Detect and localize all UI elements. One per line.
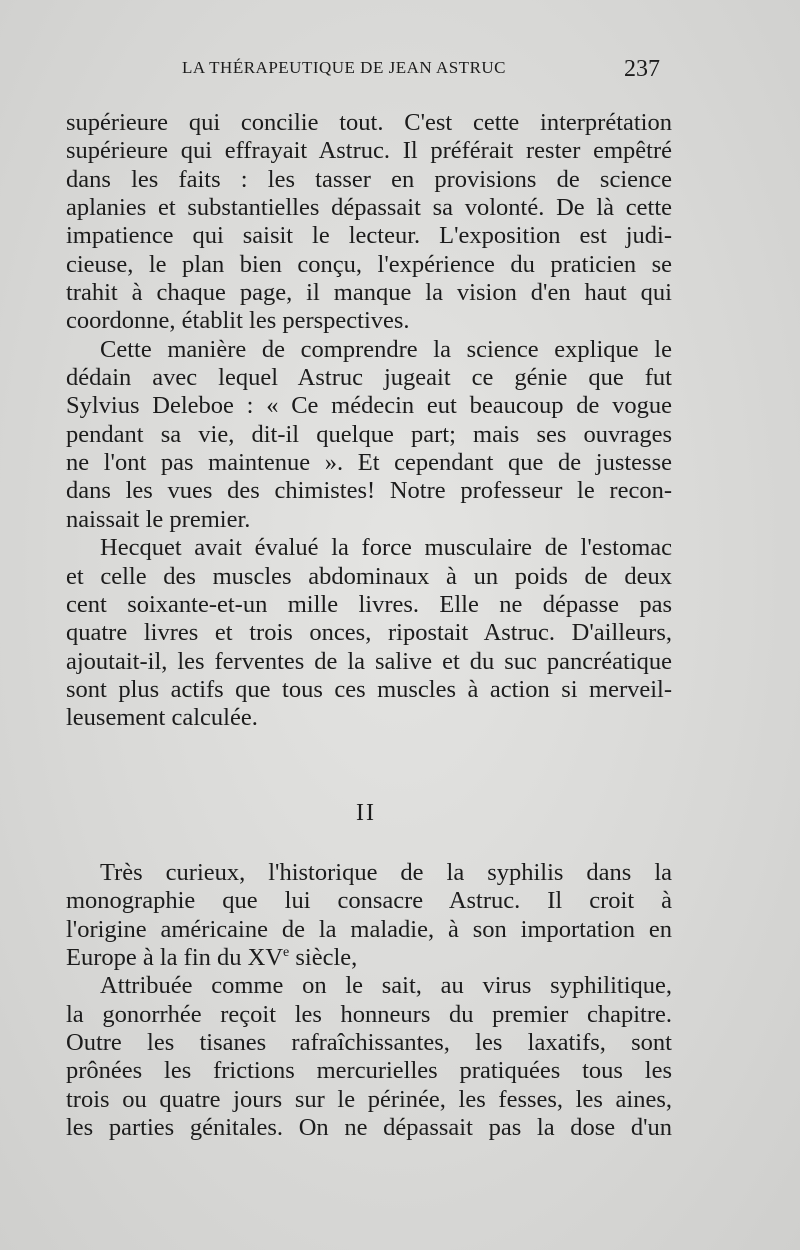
text-line: dédain avec lequel Astruc jugeait ce génie que fut [66,364,672,392]
text-line: Très curieux, l'historique de la syphilis dans la [100,859,672,886]
text-line: Outre les tisanes rafraîchissantes, les laxatifs, sont [66,1029,672,1057]
text-line: prônées les frictions mercurielles pratiquées tous les [66,1057,672,1085]
century-superscript: e [283,944,290,960]
text-line: coordonne, établit les perspectives. [66,307,410,335]
text-line: quatre livres et trois onces, ripostait Astruc. D'ailleurs, [66,619,672,647]
text-line: dans les vues des chimistes! Notre professeur le recon- [66,477,672,505]
century-text: Europe à la fin du XV [66,944,284,972]
text-line: pendant sa vie, dit-il quelque part; mais ses ouvrages [66,420,672,448]
text-line: la gonorrhée reçoit les honneurs du premier chapitre. [66,1000,672,1028]
text-line: impatience qui saisit le lecteur. L'exposition est judi- [66,222,672,250]
running-title: LA THÉRAPEUTIQUE DE JEAN ASTRUC [182,58,507,77]
paragraph-block-1 [66,109,672,733]
text-line: les parties génitales. On ne dépassait pas la dose d'un [66,1114,672,1142]
section-heading: II [356,800,376,826]
text-line: trois ou quatre jours sur le périnée, les fesses, les aines, [66,1085,672,1113]
text-line-century [66,944,672,972]
paragraph-block-2 [66,859,672,1142]
text-line: et celle des muscles abdominaux à un poids de deux [66,562,672,590]
text-line: Attribuée comme on le sait, au virus syphilitique, [100,972,672,1000]
text-line: Cette manière de comprendre la science explique le [100,335,672,363]
text-line: Hecquet avait évalué la force musculaire de l'estomac [100,534,672,562]
text-line: leusement calculée. [66,704,258,732]
text-line: dans les faits : les tasser en provisions de science [66,165,672,193]
text-line: supérieure qui concilie tout. C'est cette interprétation [66,109,672,136]
text-line: monographie que lui consacre Astruc. Il croit à [66,887,672,915]
text-line: aplanies et substantielles dépassait sa volonté. De là cette [66,194,672,222]
text-line: l'origine américaine de la maladie, à son importation en [66,915,672,943]
text-line: ne l'ont pas maintenue ». Et cependant que de justesse [66,449,672,477]
text-line: Sylvius Deleboe : « Ce médecin eut beaucoup de vogue [66,392,672,420]
text-line: naissait le premier. [66,505,251,533]
text-line: sont plus actifs que tous ces muscles à action si merveil- [66,675,672,703]
century-suffix: siècle, [289,944,358,972]
page-number: 237 [624,56,660,82]
text-line: supérieure qui effrayait Astruc. Il préférait rester empêtré [66,137,672,165]
text-line: cent soixante-et-un mille livres. Elle ne dépasse pas [66,590,672,618]
text-line: cieuse, le plan bien conçu, l'expérience du praticien se [66,250,672,278]
text-line: ajoutait-il, les ferventes de la salive et du suc pancréatique [66,647,672,675]
text-line: trahit à chaque page, il manque la vision d'en haut qui [66,279,672,307]
